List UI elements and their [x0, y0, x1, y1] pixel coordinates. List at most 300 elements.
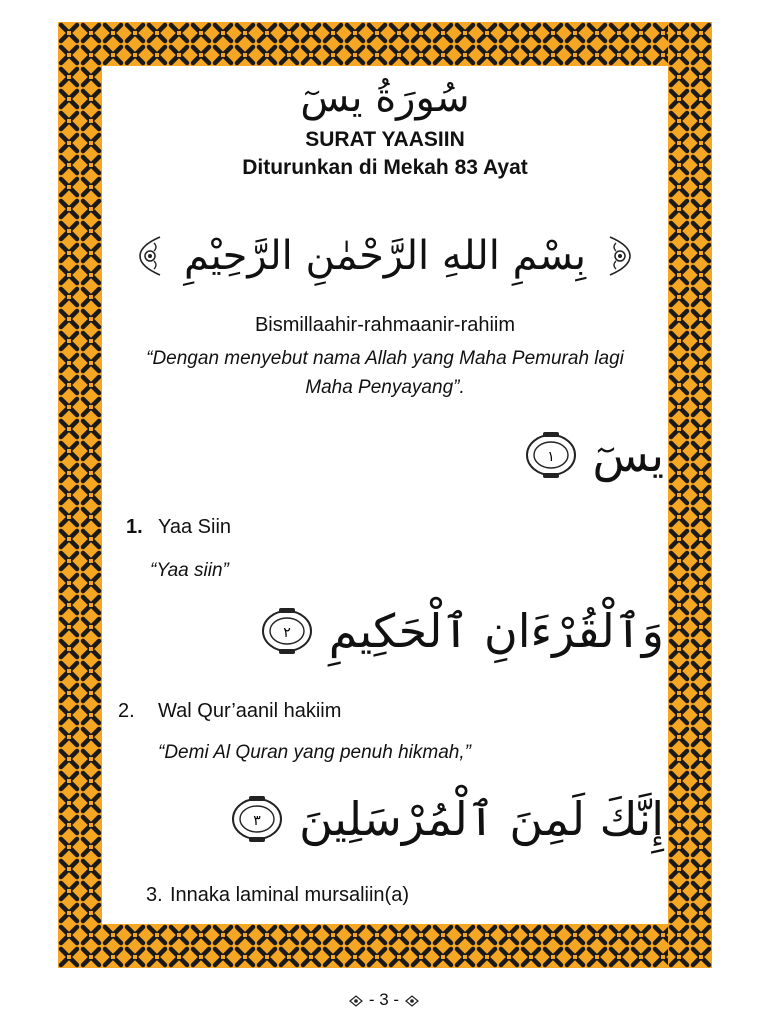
- knot-crossing: [89, 559, 93, 563]
- knot-crossing: [699, 845, 703, 849]
- knot-crossing: [699, 669, 703, 673]
- knot-crossing: [551, 933, 555, 937]
- knot-crossing: [67, 757, 71, 761]
- knot-crossing: [677, 603, 681, 607]
- knot-crossing: [677, 185, 681, 189]
- floral-flourish-icon: [132, 233, 166, 279]
- knot-crossing: [699, 911, 703, 915]
- knot-crossing: [677, 559, 681, 563]
- knot-crossing: [699, 603, 703, 607]
- basmalah-translation: “Dengan menyebut nama Allah yang Maha Pemurah lagi Maha Penyayang”.: [146, 348, 624, 398]
- ayah-1-arabic: يسٓ: [592, 428, 664, 482]
- knot-crossing: [89, 273, 93, 277]
- knot-crossing: [419, 955, 423, 959]
- knot-crossing: [177, 933, 181, 937]
- knot-crossing: [67, 493, 71, 497]
- knot-crossing: [617, 31, 621, 35]
- knot-crossing: [89, 691, 93, 695]
- knot-crossing: [677, 493, 681, 497]
- knot-crossing: [551, 53, 555, 57]
- knot-crossing: [699, 229, 703, 233]
- knot-crossing: [155, 53, 159, 57]
- knot-crossing: [699, 163, 703, 167]
- knot-crossing: [177, 53, 181, 57]
- knot-crossing: [699, 515, 703, 519]
- knot-crossing: [699, 97, 703, 101]
- knot-crossing: [89, 339, 93, 343]
- knot-crossing: [529, 955, 533, 959]
- knot-crossing: [595, 53, 599, 57]
- knot-crossing: [67, 229, 71, 233]
- knot-crossing: [243, 53, 247, 57]
- knot-crossing: [331, 31, 335, 35]
- ayah-1-arabic-row: [523, 428, 664, 482]
- basmalah-latin: Bismillaahir-rahmaanir-rahiim: [254, 314, 516, 336]
- knot-crossing: [677, 647, 681, 651]
- knot-crossing: [309, 955, 313, 959]
- knot-crossing: [617, 53, 621, 57]
- small-flower-icon: [348, 994, 364, 1008]
- knot-crossing: [677, 625, 681, 629]
- knot-crossing: [89, 383, 93, 387]
- knot-crossing: [507, 53, 511, 57]
- knot-crossing: [67, 185, 71, 189]
- knot-crossing: [699, 735, 703, 739]
- knot-crossing: [677, 801, 681, 805]
- knot-crossing: [67, 405, 71, 409]
- knot-crossing: [441, 31, 445, 35]
- knot-crossing: [677, 471, 681, 475]
- knot-crossing: [661, 933, 665, 937]
- ayah-1-marker-number: ١: [546, 449, 555, 465]
- knot-crossing: [243, 31, 247, 35]
- knot-crossing: [89, 449, 93, 453]
- knot-crossing: [67, 207, 71, 211]
- ayah-2-latin: [118, 700, 341, 723]
- knot-crossing: [677, 581, 681, 585]
- knot-crossing: [111, 53, 115, 57]
- knot-crossing: [699, 273, 703, 277]
- knot-crossing: [67, 75, 71, 79]
- knot-crossing: [699, 779, 703, 783]
- knot-crossing: [89, 295, 93, 299]
- knot-crossing: [699, 889, 703, 893]
- knot-crossing: [67, 735, 71, 739]
- knot-crossing: [89, 603, 93, 607]
- knot-crossing: [133, 955, 137, 959]
- knot-crossing: [67, 911, 71, 915]
- knot-crossing: [699, 449, 703, 453]
- knot-crossing: [243, 933, 247, 937]
- knot-crossing: [699, 185, 703, 189]
- knot-crossing: [287, 955, 291, 959]
- knot-crossing: [699, 361, 703, 365]
- knot-crossing: [677, 691, 681, 695]
- knot-crossing: [221, 31, 225, 35]
- knot-crossing: [595, 955, 599, 959]
- ayah-end-medallion-icon: [229, 793, 285, 845]
- knot-crossing: [89, 163, 93, 167]
- knot-crossing: [89, 757, 93, 761]
- knot-crossing: [595, 933, 599, 937]
- knot-crossing: [89, 581, 93, 585]
- knot-crossing: [677, 229, 681, 233]
- knot-crossing: [639, 955, 643, 959]
- knot-crossing: [699, 339, 703, 343]
- ayah-1-number: 1.: [126, 516, 143, 538]
- knot-crossing: [67, 889, 71, 893]
- knot-crossing: [89, 405, 93, 409]
- knot-crossing: [699, 295, 703, 299]
- knot-crossing: [89, 845, 93, 849]
- knot-crossing: [265, 53, 269, 57]
- knot-crossing: [573, 955, 577, 959]
- knot-crossing: [507, 933, 511, 937]
- knot-crossing: [353, 31, 357, 35]
- knot-crossing: [699, 801, 703, 805]
- knot-crossing: [699, 31, 703, 35]
- knot-crossing: [199, 933, 203, 937]
- knot-crossing: [677, 295, 681, 299]
- knot-crossing: [699, 823, 703, 827]
- knot-crossing: [677, 889, 681, 893]
- knot-crossing: [677, 955, 681, 959]
- knot-crossing: [699, 493, 703, 497]
- knot-crossing: [89, 933, 93, 937]
- knot-crossing: [89, 75, 93, 79]
- knot-crossing: [677, 273, 681, 277]
- ayah-end-medallion-icon: [259, 605, 315, 657]
- knot-crossing: [699, 119, 703, 123]
- knot-crossing: [677, 31, 681, 35]
- knot-crossing: [353, 955, 357, 959]
- knot-crossing: [67, 317, 71, 321]
- knot-crossing: [677, 361, 681, 365]
- ayah-1-latin: [126, 516, 231, 539]
- knot-crossing: [67, 251, 71, 255]
- knot-crossing: [89, 31, 93, 35]
- knot-crossing: [67, 273, 71, 277]
- knot-crossing: [507, 955, 511, 959]
- knot-crossing: [67, 581, 71, 585]
- knot-crossing: [67, 449, 71, 453]
- knot-crossing: [699, 647, 703, 651]
- knot-crossing: [677, 251, 681, 255]
- basmalah-arabic: بِسْمِ اللهِ الرَّحْمٰنِ الرَّحِيْمِ: [183, 233, 587, 279]
- knot-crossing: [111, 31, 115, 35]
- knot-crossing: [67, 53, 71, 57]
- knot-crossing: [67, 845, 71, 849]
- ayah-2-translation: “Demi Al Quran yang penuh hikmah,”: [158, 742, 471, 763]
- knot-crossing: [661, 31, 665, 35]
- surah-revelation-info: Diturunkan di Mekah 83 Ayat: [242, 156, 528, 179]
- knot-crossing: [699, 581, 703, 585]
- knot-crossing: [89, 669, 93, 673]
- knot-crossing: [67, 295, 71, 299]
- knot-crossing: [529, 31, 533, 35]
- knot-crossing: [67, 141, 71, 145]
- knot-crossing: [89, 119, 93, 123]
- knot-crossing: [507, 31, 511, 35]
- knot-crossing: [89, 97, 93, 101]
- knot-crossing: [441, 53, 445, 57]
- knot-crossing: [221, 933, 225, 937]
- knot-crossing: [639, 53, 643, 57]
- knot-crossing: [353, 933, 357, 937]
- knot-crossing: [661, 955, 665, 959]
- knot-crossing: [677, 207, 681, 211]
- knot-crossing: [309, 53, 313, 57]
- knot-crossing: [89, 801, 93, 805]
- knot-crossing: [67, 515, 71, 519]
- ayah-3-number: 3.: [146, 884, 163, 906]
- knot-crossing: [67, 559, 71, 563]
- knot-crossing: [677, 867, 681, 871]
- knot-crossing: [397, 933, 401, 937]
- knot-crossing: [89, 251, 93, 255]
- knot-crossing: [89, 185, 93, 189]
- border-right-ornament: [668, 22, 712, 968]
- knot-crossing: [67, 691, 71, 695]
- knot-crossing: [677, 119, 681, 123]
- knot-crossing: [67, 163, 71, 167]
- knot-crossing: [677, 823, 681, 827]
- knot-crossing: [155, 31, 159, 35]
- knot-crossing: [89, 911, 93, 915]
- knot-crossing: [677, 405, 681, 409]
- knot-crossing: [677, 97, 681, 101]
- knot-crossing: [463, 31, 467, 35]
- ayah-1-latin-text: Yaa Siin: [158, 516, 232, 538]
- knot-crossing: [375, 955, 379, 959]
- knot-crossing: [89, 471, 93, 475]
- knot-crossing: [89, 317, 93, 321]
- knot-crossing: [375, 53, 379, 57]
- knot-crossing: [397, 53, 401, 57]
- knot-crossing: [677, 141, 681, 145]
- knot-crossing: [67, 339, 71, 343]
- knot-crossing: [287, 31, 291, 35]
- ayah-2-arabic: وَٱلْقُرْءَانِ ٱلْحَكِيمِ: [328, 604, 664, 658]
- ayah-3-marker-number: ٣: [253, 813, 261, 829]
- knot-crossing: [677, 317, 681, 321]
- knot-crossing: [67, 625, 71, 629]
- basmalah-row: [102, 216, 668, 296]
- knot-crossing: [309, 933, 313, 937]
- knot-crossing: [265, 933, 269, 937]
- knot-crossing: [677, 933, 681, 937]
- knot-crossing: [67, 97, 71, 101]
- ayah-2-marker-number: ٢: [283, 625, 291, 641]
- ayah-2-latin-text: Wal Qur’aanil hakiim: [158, 700, 342, 722]
- knot-crossing: [331, 53, 335, 57]
- knot-crossing: [133, 933, 137, 937]
- page-content: [102, 66, 668, 924]
- knot-crossing: [639, 933, 643, 937]
- knot-crossing: [677, 845, 681, 849]
- knot-crossing: [529, 933, 533, 937]
- knot-crossing: [617, 933, 621, 937]
- knot-crossing: [699, 251, 703, 255]
- knot-crossing: [67, 867, 71, 871]
- ayah-2-arabic-row: [259, 604, 664, 658]
- knot-crossing: [331, 933, 335, 937]
- knot-crossing: [67, 31, 71, 35]
- knot-crossing: [699, 405, 703, 409]
- knot-crossing: [699, 427, 703, 431]
- knot-crossing: [265, 955, 269, 959]
- knot-crossing: [89, 889, 93, 893]
- knot-crossing: [287, 933, 291, 937]
- knot-crossing: [639, 31, 643, 35]
- ayah-end-medallion-icon: [523, 429, 579, 481]
- knot-crossing: [67, 823, 71, 827]
- knot-crossing: [677, 757, 681, 761]
- knot-crossing: [419, 31, 423, 35]
- knot-crossing: [199, 31, 203, 35]
- knot-crossing: [397, 31, 401, 35]
- knot-crossing: [551, 31, 555, 35]
- knot-crossing: [353, 53, 357, 57]
- knot-crossing: [529, 53, 533, 57]
- border-left-ornament: [58, 22, 102, 968]
- surah-title-arabic: سُورَةُ يسٓ: [300, 75, 470, 121]
- floral-flourish-icon: [604, 233, 638, 279]
- knot-crossing: [699, 933, 703, 937]
- knot-crossing: [677, 537, 681, 541]
- knot-crossing: [331, 955, 335, 959]
- knot-crossing: [375, 933, 379, 937]
- ayah-3-arabic: إِنَّكَ لَمِنَ ٱلْمُرْسَلِينَ: [299, 792, 664, 846]
- knot-crossing: [89, 141, 93, 145]
- knot-crossing: [617, 955, 621, 959]
- knot-crossing: [485, 933, 489, 937]
- ayah-3-latin-text: Innaka laminal mursaliin(a): [170, 884, 409, 906]
- knot-crossing: [67, 647, 71, 651]
- surah-name: SURAT YAASIIN: [305, 128, 465, 151]
- knot-crossing: [699, 625, 703, 629]
- knot-crossing: [89, 713, 93, 717]
- knot-crossing: [89, 867, 93, 871]
- page-number: [0, 990, 768, 1010]
- knot-crossing: [89, 207, 93, 211]
- knot-crossing: [463, 53, 467, 57]
- knot-crossing: [133, 53, 137, 57]
- page-number-text: - 3 -: [368, 990, 400, 1009]
- knot-crossing: [441, 955, 445, 959]
- knot-crossing: [485, 31, 489, 35]
- knot-crossing: [67, 427, 71, 431]
- knot-crossing: [89, 955, 93, 959]
- knot-crossing: [463, 933, 467, 937]
- knot-crossing: [309, 31, 313, 35]
- knot-crossing: [699, 53, 703, 57]
- knot-crossing: [89, 515, 93, 519]
- knot-crossing: [199, 955, 203, 959]
- knot-crossing: [551, 955, 555, 959]
- knot-crossing: [699, 713, 703, 717]
- knot-crossing: [419, 933, 423, 937]
- knot-crossing: [67, 119, 71, 123]
- knot-crossing: [699, 75, 703, 79]
- knot-crossing: [89, 53, 93, 57]
- knot-crossing: [699, 955, 703, 959]
- knot-crossing: [677, 339, 681, 343]
- knot-crossing: [89, 361, 93, 365]
- knot-crossing: [89, 537, 93, 541]
- knot-crossing: [67, 361, 71, 365]
- knot-crossing: [699, 559, 703, 563]
- knot-crossing: [699, 383, 703, 387]
- small-flower-icon: [404, 994, 420, 1008]
- knot-crossing: [441, 933, 445, 937]
- knot-crossing: [221, 53, 225, 57]
- knot-crossing: [677, 515, 681, 519]
- border-top-ornament: [58, 22, 712, 66]
- knot-crossing: [419, 53, 423, 57]
- knot-crossing: [677, 449, 681, 453]
- knot-crossing: [573, 933, 577, 937]
- knot-crossing: [89, 823, 93, 827]
- knot-crossing: [699, 207, 703, 211]
- knot-crossing: [243, 955, 247, 959]
- knot-crossing: [155, 933, 159, 937]
- ayah-1-translation: “Yaa siin”: [150, 560, 229, 581]
- knot-crossing: [677, 427, 681, 431]
- knot-crossing: [177, 955, 181, 959]
- knot-crossing: [677, 669, 681, 673]
- knot-crossing: [677, 383, 681, 387]
- knot-crossing: [699, 537, 703, 541]
- knot-crossing: [677, 75, 681, 79]
- knot-crossing: [677, 713, 681, 717]
- knot-crossing: [67, 933, 71, 937]
- knot-crossing: [67, 603, 71, 607]
- knot-crossing: [67, 471, 71, 475]
- border-bottom-ornament: [58, 924, 712, 968]
- knot-crossing: [67, 383, 71, 387]
- border-fill: [668, 22, 712, 968]
- knot-crossing: [677, 911, 681, 915]
- knot-crossing: [595, 31, 599, 35]
- knot-crossing: [677, 735, 681, 739]
- knot-crossing: [111, 955, 115, 959]
- knot-crossing: [573, 53, 577, 57]
- knot-crossing: [89, 647, 93, 651]
- knot-crossing: [375, 31, 379, 35]
- knot-crossing: [485, 955, 489, 959]
- border-fill: [58, 22, 102, 968]
- knot-crossing: [67, 713, 71, 717]
- knot-crossing: [573, 31, 577, 35]
- knot-crossing: [221, 955, 225, 959]
- knot-crossing: [155, 955, 159, 959]
- knot-crossing: [699, 317, 703, 321]
- knot-crossing: [265, 31, 269, 35]
- knot-crossing: [661, 53, 665, 57]
- ayah-3-arabic-row: [229, 792, 664, 846]
- knot-crossing: [485, 53, 489, 57]
- knot-crossing: [89, 779, 93, 783]
- knot-crossing: [677, 163, 681, 167]
- knot-crossing: [699, 757, 703, 761]
- ayah-2-number: 2.: [118, 700, 135, 722]
- knot-crossing: [677, 779, 681, 783]
- knot-crossing: [699, 471, 703, 475]
- knot-crossing: [287, 53, 291, 57]
- knot-crossing: [89, 625, 93, 629]
- knot-crossing: [67, 801, 71, 805]
